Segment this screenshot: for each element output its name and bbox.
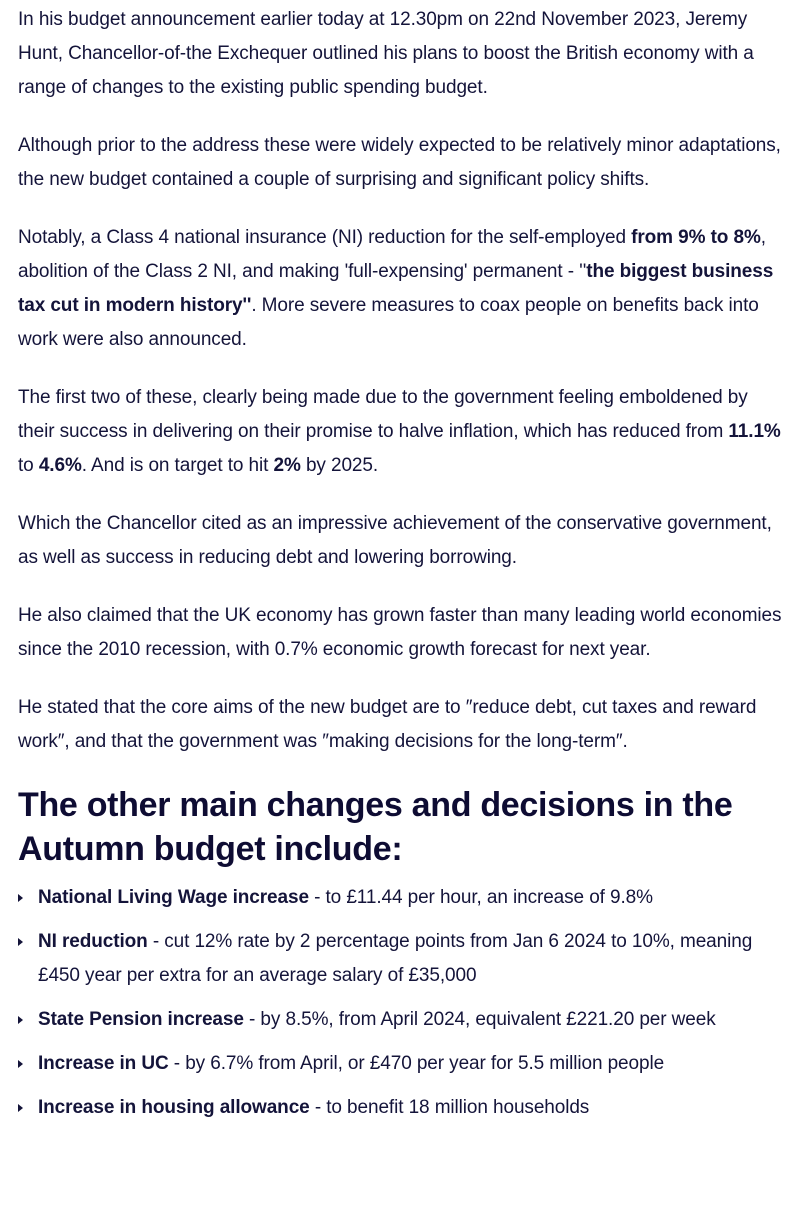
paragraph-core-aims: He stated that the core aims of the new budget are to ″reduce debt, cut taxes and reward work″, and that the government was ″making decisions for the long-term″.: [18, 697, 757, 752]
list-item: [18, 1091, 788, 1125]
text: by 2025.: [300, 455, 379, 476]
list-item: [18, 1003, 788, 1037]
list-item-label: Increase in UC: [38, 1053, 169, 1074]
list-item-text: - by 8.5%, from April 2024, equivalent £221.20 per week: [243, 1009, 716, 1030]
bullet-icon: [18, 1016, 23, 1024]
paragraph-inflation: [18, 381, 788, 483]
text: . And is on target to hit: [81, 455, 274, 476]
changes-list: [18, 881, 788, 1125]
text: , abolition of the Class 2 NI, and making 'full-expensing' permanent - '': [18, 227, 766, 282]
article-body: [18, 3, 788, 1135]
bullet-icon: [18, 1104, 23, 1112]
list-item-label: National Living Wage increase: [38, 887, 309, 908]
text: . More severe measures to coax people on benefits back into work were also announced.: [18, 295, 759, 350]
bold-text: the biggest business tax cut in modern history'': [18, 261, 774, 316]
list-item-label: NI reduction: [38, 931, 148, 952]
paragraph-intro: In his budget announcement earlier today at 12.30pm on 22nd November 2023, Jeremy Hunt, Chancellor-of-the Exchequer outlined his plans to boost the British economy with a range of changes to the existing public spending budget.: [18, 9, 754, 98]
list-item-text: - to benefit 18 million households: [309, 1097, 590, 1118]
list-item-label: Increase in housing allowance: [38, 1097, 310, 1118]
text: to: [18, 455, 39, 476]
bullet-icon: [18, 938, 23, 946]
bullet-icon: [18, 1060, 23, 1068]
text: Notably, a Class 4 national insurance (NI) reduction for the self-employed: [18, 227, 632, 248]
bold-text: 4.6%: [38, 455, 82, 476]
bullet-icon: [18, 894, 23, 902]
list-item: [18, 925, 788, 993]
paragraph-ni-reduction: [18, 221, 788, 357]
bold-text: 11.1%: [728, 421, 781, 442]
list-item-label: State Pension increase: [38, 1009, 244, 1030]
list-item-text: - by 6.7% from April, or £470 per year for 5.5 million people: [168, 1053, 665, 1074]
list-item-text: - cut 12% rate by 2 percentage points from Jan 6 2024 to 10%, meaning £450 year per extra for an average salary of £35,000: [38, 931, 753, 986]
bold-text: from 9% to 8%: [631, 227, 761, 248]
list-item: [18, 1047, 788, 1081]
list-item: [18, 881, 788, 915]
section-heading: The other main changes and decisions in the Autumn budget include:: [18, 786, 733, 868]
list-item-text: - to £11.44 per hour, an increase of 9.8%: [308, 887, 653, 908]
paragraph-expectations: Although prior to the address these were widely expected to be relatively minor adaptations, the new budget contained a couple of surprising and significant policy shifts.: [18, 135, 781, 190]
bold-text: 2%: [273, 455, 301, 476]
paragraph-achievement: Which the Chancellor cited as an impressive achievement of the conservative government, as well as success in reducing debt and lowering borrowing.: [18, 513, 772, 568]
text: The first two of these, clearly being made due to the government feeling emboldened by their success in delivering on their promise to halve inflation, which has reduced from: [18, 387, 748, 442]
paragraph-growth: He also claimed that the UK economy has grown faster than many leading world economies since the 2010 recession, with 0.7% economic growth forecast for next year.: [18, 605, 782, 660]
